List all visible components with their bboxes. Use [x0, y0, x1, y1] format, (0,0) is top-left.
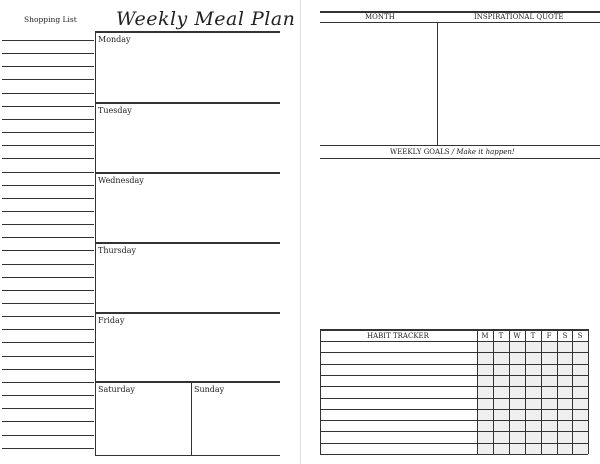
habit-check-cell[interactable]	[542, 421, 557, 431]
page-title: Weekly Meal Plan	[116, 8, 296, 30]
habit-check-cell[interactable]	[573, 432, 588, 442]
habit-check-cell[interactable]	[510, 342, 525, 352]
habit-check-cell[interactable]	[573, 410, 588, 420]
shopping-list-line[interactable]	[2, 382, 94, 383]
shopping-list-line[interactable]	[2, 435, 94, 436]
habit-check-cell[interactable]	[494, 399, 509, 409]
habit-check-cell[interactable]	[478, 353, 493, 363]
shopping-list-line[interactable]	[2, 66, 94, 67]
habit-check-cell[interactable]	[573, 365, 588, 375]
shopping-list-line[interactable]	[2, 395, 94, 396]
habit-weekday-letter: W	[513, 332, 521, 340]
row-divider	[95, 102, 280, 104]
habit-check-cell[interactable]	[510, 365, 525, 375]
habit-check-cell[interactable]	[573, 342, 588, 352]
habit-check-cell[interactable]	[494, 421, 509, 431]
day-label-wednesday: Wednesday	[98, 176, 144, 185]
habit-check-cell[interactable]	[494, 432, 509, 442]
shopping-list-line[interactable]	[2, 40, 94, 41]
habit-check-cell[interactable]	[558, 353, 573, 363]
habit-check-cell[interactable]	[542, 399, 557, 409]
shopping-list-line[interactable]	[2, 237, 94, 238]
shopping-list-line[interactable]	[2, 185, 94, 186]
habit-check-cell[interactable]	[526, 421, 541, 431]
habit-check-cell[interactable]	[573, 353, 588, 363]
weekly-goals-title: WEEKLY GOALS	[390, 148, 450, 156]
day-label-saturday: Saturday	[98, 385, 135, 394]
shopping-list-line[interactable]	[2, 369, 94, 370]
shopping-list-line[interactable]	[2, 93, 94, 94]
habit-check-cell[interactable]	[478, 376, 493, 386]
habit-check-cell[interactable]	[478, 399, 493, 409]
shopping-list-line[interactable]	[2, 172, 94, 173]
habit-check-cell[interactable]	[526, 376, 541, 386]
habit-check-cell[interactable]	[573, 376, 588, 386]
day-label-thursday: Thursday	[98, 246, 136, 255]
shopping-list-line[interactable]	[2, 264, 94, 265]
habit-check-cell[interactable]	[494, 387, 509, 397]
shopping-list-line[interactable]	[2, 145, 94, 146]
row-divider	[95, 242, 280, 244]
habit-weekday-letter: M	[481, 332, 489, 340]
habit-check-cell[interactable]	[542, 365, 557, 375]
habit-check-cell[interactable]	[510, 387, 525, 397]
habit-check-cell[interactable]	[558, 410, 573, 420]
habit-check-cell[interactable]	[510, 399, 525, 409]
shopping-list-line[interactable]	[2, 329, 94, 330]
habit-weekday-letter: T	[498, 332, 504, 340]
habit-check-cell[interactable]	[526, 444, 541, 454]
habit-check-cell[interactable]	[478, 365, 493, 375]
habit-check-cell[interactable]	[478, 432, 493, 442]
habit-check-cell[interactable]	[558, 432, 573, 442]
day-label-tuesday: Tuesday	[98, 106, 132, 115]
habit-check-cell[interactable]	[526, 399, 541, 409]
habit-check-cell[interactable]	[526, 365, 541, 375]
habit-check-cell[interactable]	[573, 421, 588, 431]
habit-check-cell[interactable]	[542, 432, 557, 442]
weekly-goals-label	[390, 148, 515, 157]
shopping-list-line[interactable]	[2, 132, 94, 133]
habit-check-cell[interactable]	[558, 421, 573, 431]
habit-check-cell[interactable]	[478, 444, 493, 454]
habit-check-cell[interactable]	[542, 376, 557, 386]
day-label-friday: Friday	[98, 316, 125, 325]
habit-check-cell[interactable]	[478, 387, 493, 397]
month-quote-bottom-border	[320, 145, 600, 146]
shopping-list-line[interactable]	[2, 316, 94, 317]
shopping-list-line[interactable]	[2, 53, 94, 54]
habit-weekday-letter: F	[546, 332, 552, 340]
weekly-goals-line	[320, 158, 600, 159]
habit-row-line	[320, 454, 588, 455]
row-divider	[95, 312, 280, 314]
habit-check-cell[interactable]	[558, 376, 573, 386]
habit-check-cell[interactable]	[542, 444, 557, 454]
habit-weekday-letter: T	[530, 332, 536, 340]
shopping-list-line[interactable]	[2, 158, 94, 159]
habit-check-cell[interactable]	[478, 421, 493, 431]
habit-check-cell[interactable]	[573, 444, 588, 454]
weekend-divider	[191, 381, 192, 455]
shopping-list-line[interactable]	[2, 303, 94, 304]
habit-check-cell[interactable]	[510, 444, 525, 454]
shopping-list-line[interactable]	[2, 224, 94, 225]
habit-check-cell[interactable]	[558, 342, 573, 352]
habit-column-line	[320, 329, 321, 454]
habit-check-cell[interactable]	[573, 387, 588, 397]
shopping-list-label: Shopping List	[24, 15, 77, 24]
habit-check-cell[interactable]	[494, 353, 509, 363]
habit-check-cell[interactable]	[510, 353, 525, 363]
weekly-goals-tagline: / Make it happen!	[451, 148, 515, 156]
row-divider	[95, 172, 280, 174]
habit-check-cell[interactable]	[510, 376, 525, 386]
habit-weekday-letter: S	[562, 332, 568, 340]
shopping-list-line[interactable]	[2, 356, 94, 357]
shopping-list-line[interactable]	[2, 277, 94, 278]
habit-check-cell[interactable]	[558, 444, 573, 454]
habit-check-cell[interactable]	[510, 410, 525, 420]
shopping-list-line[interactable]	[2, 408, 94, 409]
grid-top-border	[95, 31, 280, 33]
inspirational-quote-label: INSPIRATIONAL QUOTE	[474, 13, 564, 21]
page-gutter	[300, 0, 301, 464]
shopping-list-line[interactable]	[2, 198, 94, 199]
habit-check-cell[interactable]	[526, 387, 541, 397]
habit-check-cell[interactable]	[494, 342, 509, 352]
habit-check-cell[interactable]	[526, 410, 541, 420]
month-quote-header-line	[320, 22, 600, 23]
habit-column-line	[588, 329, 589, 454]
month-label: MONTH	[365, 13, 395, 21]
shopping-list-line[interactable]	[2, 342, 94, 343]
habit-check-cell[interactable]	[494, 444, 509, 454]
shopping-list-line[interactable]	[2, 290, 94, 291]
grid-bottom-border	[95, 455, 280, 456]
habit-check-cell[interactable]	[573, 399, 588, 409]
shopping-list-line[interactable]	[2, 421, 94, 422]
habit-tracker-top-border	[320, 329, 588, 331]
habit-check-cell[interactable]	[558, 365, 573, 375]
day-label-sunday: Sunday	[194, 385, 225, 394]
month-quote-divider	[437, 22, 438, 145]
shopping-list-line[interactable]	[2, 119, 94, 120]
habit-check-cell[interactable]	[558, 387, 573, 397]
habit-check-cell[interactable]	[494, 365, 509, 375]
habit-check-cell[interactable]	[542, 410, 557, 420]
habit-check-cell[interactable]	[494, 410, 509, 420]
habit-check-cell[interactable]	[510, 432, 525, 442]
shopping-list-line[interactable]	[2, 79, 94, 80]
shopping-list-line[interactable]	[2, 211, 94, 212]
habit-check-cell[interactable]	[542, 353, 557, 363]
habit-check-cell[interactable]	[526, 432, 541, 442]
habit-check-cell[interactable]	[542, 387, 557, 397]
habit-check-cell[interactable]	[526, 353, 541, 363]
habit-check-cell[interactable]	[494, 376, 509, 386]
shopping-list-line[interactable]	[2, 250, 94, 251]
habit-check-cell[interactable]	[542, 342, 557, 352]
shopping-list-line[interactable]	[2, 448, 94, 449]
day-label-monday: Monday	[98, 35, 131, 44]
habit-check-cell[interactable]	[478, 410, 493, 420]
habit-check-cell[interactable]	[510, 421, 525, 431]
habit-tracker-label: HABIT TRACKER	[367, 332, 429, 340]
habit-check-cell[interactable]	[478, 342, 493, 352]
habit-weekday-letter: S	[577, 332, 583, 340]
shopping-list-line[interactable]	[2, 106, 94, 107]
habit-check-cell[interactable]	[558, 399, 573, 409]
habit-check-cell[interactable]	[526, 342, 541, 352]
row-divider	[95, 381, 280, 383]
